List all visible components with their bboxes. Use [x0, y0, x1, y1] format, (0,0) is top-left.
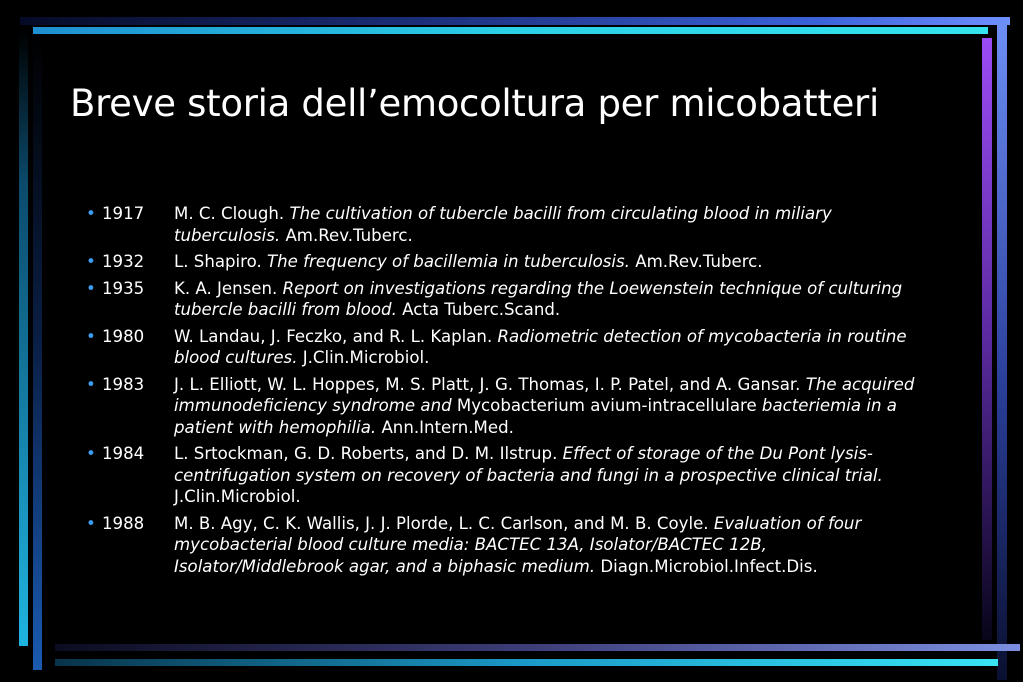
reference-journal: Acta Tuberc.Scand. — [396, 300, 561, 319]
reference-title: Effect of storage of the Du Pont lysis-centrifugation system on recovery of bacteria and fungi in a prospective clinical trial. — [174, 444, 883, 485]
reference-text — [174, 204, 832, 245]
reference-title: Evaluation of four mycobacterial blood culture media: BACTEC 13A, Isolator/BACTEC 12B, Isolator/Middlebrook agar, and a biphasic medium. — [174, 513, 862, 576]
reference-text — [174, 514, 861, 576]
reference-title: The frequency of bacillemia in tuberculosis. — [267, 252, 630, 271]
reference-year: 1935 — [102, 278, 145, 298]
reference-year: 1984 — [102, 444, 145, 463]
frame-top-bar-outer — [20, 17, 1010, 25]
reference-authors: W. Landau, J. Feczko, and R. L. Kaplan. — [174, 326, 498, 346]
reference-title: The cultivation of tubercle bacilli from circulating blood in miliary tuberculosis. — [174, 204, 832, 245]
reference-list — [86, 203, 936, 582]
reference-year: 1988 — [102, 513, 145, 533]
reference-text — [174, 375, 914, 437]
list-item — [86, 326, 936, 369]
reference-title: Report on investigations regarding the Loewenstein technique of culturing tubercle bacilli from blood. — [174, 278, 903, 319]
list-item — [86, 278, 936, 321]
reference-authors: M. C. Clough. — [174, 204, 290, 223]
list-item — [86, 374, 936, 439]
reference-organism: Mycobacterium avium-intracellulare — [456, 396, 757, 415]
reference-title: The acquired immunodeficiency syndrome and — [174, 374, 915, 415]
reference-title-continued: bacteriemia in a patient with hemophilia. — [174, 396, 897, 437]
reference-authors: J. L. Elliott, W. L. Hoppes, M. S. Platt, J. G. Thomas, I. P. Patel, and A. Gansar. — [174, 374, 806, 394]
frame-right-bar-outer — [997, 20, 1007, 680]
reference-year: 1932 — [102, 252, 145, 271]
frame-left-bar-outer — [19, 30, 28, 646]
reference-year: 1917 — [102, 204, 145, 223]
reference-text — [174, 252, 763, 271]
reference-year: 1983 — [102, 374, 145, 394]
bullet-icon: • — [86, 374, 96, 394]
reference-journal: Diagn.Microbiol.Infect.Dis. — [595, 556, 818, 576]
frame-top-bar-inner — [33, 27, 988, 34]
bullet-icon: • — [86, 204, 96, 223]
reference-authors: K. A. Jensen. — [174, 278, 283, 298]
slide-title: Breve storia dell’emocoltura per micobatteri — [70, 82, 879, 125]
list-item — [86, 443, 936, 508]
reference-year: 1980 — [102, 326, 145, 346]
bullet-icon: • — [86, 278, 96, 298]
bullet-icon: • — [86, 326, 96, 346]
bullet-icon: • — [86, 252, 96, 271]
list-item — [86, 513, 936, 578]
frame-bottom-bar-outer — [55, 659, 998, 666]
reference-text — [174, 444, 883, 506]
reference-text — [174, 279, 902, 320]
list-item — [86, 251, 936, 273]
list-item — [86, 203, 936, 246]
frame-bottom-bar-inner — [55, 644, 1020, 651]
reference-journal: Ann.Intern.Med. — [376, 417, 514, 437]
reference-journal: J.Clin.Microbiol. — [174, 487, 301, 506]
reference-authors: L. Shapiro. — [174, 252, 268, 271]
frame-right-bar-inner — [982, 38, 992, 640]
reference-journal: J.Clin.Microbiol. — [297, 348, 430, 367]
bullet-icon: • — [86, 513, 96, 533]
bullet-icon: • — [86, 444, 96, 463]
reference-journal: Am.Rev.Tuberc. — [280, 225, 413, 245]
reference-authors: L. Srtockman, G. D. Roberts, and D. M. Ilstrup. — [174, 444, 563, 463]
reference-authors: M. B. Agy, C. K. Wallis, J. J. Plorde, L. C. Carlson, and M. B. Coyle. — [174, 513, 714, 533]
reference-title: Radiometric detection of mycobacteria in routine blood cultures. — [174, 326, 907, 367]
reference-journal: Am.Rev.Tuberc. — [629, 252, 763, 271]
reference-text — [174, 327, 907, 368]
frame-left-bar-inner — [33, 34, 42, 670]
